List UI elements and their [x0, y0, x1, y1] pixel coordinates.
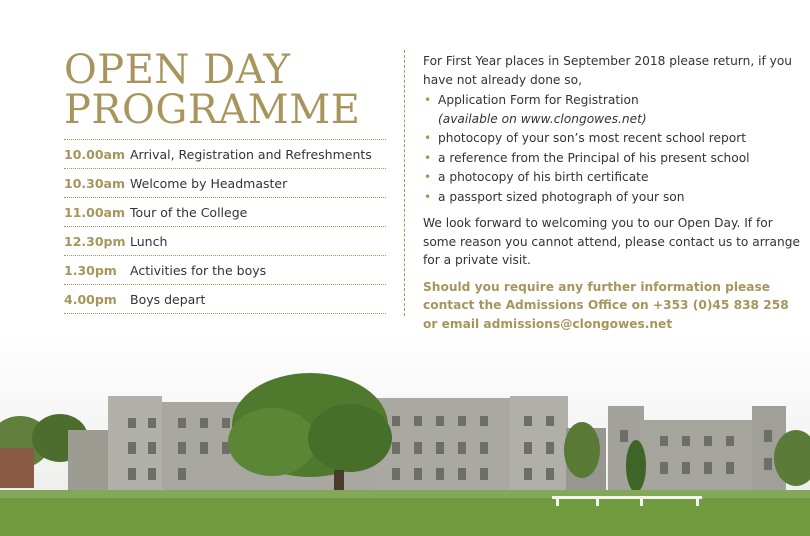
list-item-text: a passport sized photograph of your son [438, 189, 685, 204]
website-note: (available on www.clongowes.net) [438, 111, 647, 126]
title-line-2: PROGRAMME [64, 87, 361, 133]
schedule-row [64, 256, 386, 285]
schedule-time: 12.30pm [64, 233, 126, 249]
schedule-event: Boys depart [130, 291, 206, 307]
schedule-row [64, 285, 386, 314]
requirements-list [423, 91, 803, 206]
schedule-row [64, 140, 386, 169]
closing-text: We look forward to welcoming you to our Open Day. If for some reason you cannot attend, please contact us to arrange for a private visit. [423, 216, 800, 267]
college-photo [0, 330, 810, 536]
column-divider [404, 50, 405, 316]
bullet-icon: • [424, 150, 432, 165]
bullet-icon: • [424, 170, 432, 184]
schedule-event: Tour of the College [130, 204, 248, 220]
list-item-text: photocopy of your son’s most recent school report [438, 131, 746, 145]
list-item [423, 168, 803, 187]
schedule-row [64, 169, 386, 198]
title-line-1: OPEN DAY [64, 47, 291, 93]
bullet-icon: • [424, 93, 432, 107]
schedule-event: Activities for the boys [130, 262, 267, 278]
list-item [423, 129, 803, 148]
schedule-row [64, 198, 386, 227]
list-item [423, 188, 803, 207]
contact-text: Should you require any further information please contact the Admissions Office on +353 (0)45 838 258 or email admissions@clongowes.net [423, 279, 789, 331]
list-item [423, 149, 803, 168]
schedule-time: 4.00pm [64, 291, 117, 307]
schedule-table [64, 139, 386, 314]
list-item-text: a photocopy of his birth certificate [438, 170, 649, 184]
info-column [423, 52, 803, 333]
schedule-time: 10.00am [64, 146, 125, 162]
schedule-time: 10.30am [64, 175, 125, 191]
page-title [64, 47, 384, 133]
schedule-row [64, 227, 386, 256]
schedule-event: Welcome by Headmaster [130, 175, 288, 191]
info-intro: For First Year places in September 2018 please return, if you have not already done so, [423, 54, 793, 87]
list-item-text: Application Form for Registration [438, 93, 639, 107]
schedule-time: 11.00am [64, 204, 125, 220]
lawn [0, 496, 810, 536]
bullet-icon: • [424, 189, 432, 204]
list-item [423, 91, 803, 128]
list-item-text: a reference from the Principal of his present school [438, 150, 750, 165]
schedule-time: 1.30pm [64, 262, 117, 278]
bullet-icon: • [424, 131, 432, 145]
schedule-event: Lunch [130, 233, 168, 249]
schedule-event: Arrival, Registration and Refreshments [130, 146, 372, 162]
